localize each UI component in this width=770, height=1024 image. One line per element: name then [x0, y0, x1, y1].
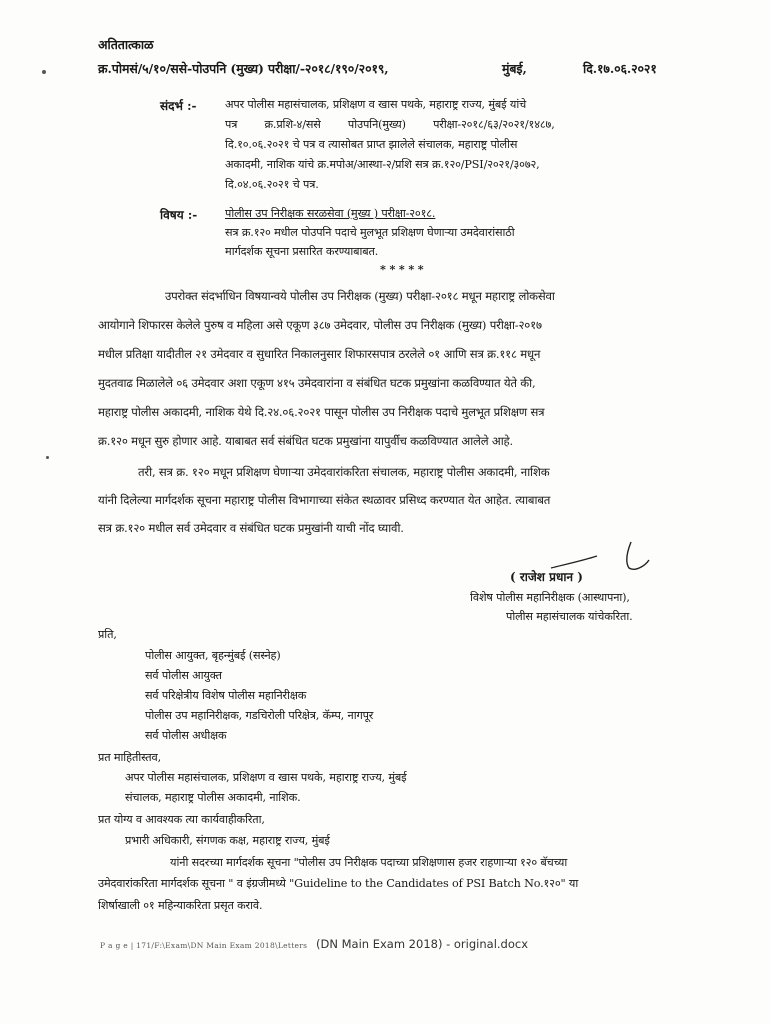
scan-speck — [46, 456, 49, 459]
para1-line: क्र.१२० मधून सुरु होणार आहे. याबाबत सर्व संबंधित घटक प्रमुखांना यापुर्वीच कळविण्यात आलेले आहे. — [98, 434, 513, 448]
sandarbh-line: दि.०४.०६.२०२१ चे पत्र. — [225, 178, 319, 191]
recipient-item: सर्व पोलीस अधीक्षक — [145, 729, 227, 742]
recipient-item: पोलीस आयुक्त, बृहन्मुंबई (सस्नेह) — [145, 649, 281, 662]
subject-line: पोलीस उप निरीक्षक सरळसेवा (मुख्य ) परीक्षा-२०१८. — [225, 207, 436, 220]
info-recipient: संचालक, महाराष्ट्र पोलीस अकादमी, नाशिक. — [125, 791, 301, 804]
place: मुंबई, — [502, 61, 527, 76]
reference-number: क्र.पोमसं/५/१०/ससे-पोउपनि (मुख्य) परीक्षा/-२०१८/१९०/२०१९, — [98, 61, 389, 76]
info-recipient: अपर पोलीस महासंचालक, प्रशिक्षण व खास पथके, महाराष्ट्र राज्य, मुंबई — [125, 771, 407, 784]
para1-line: उपरोक्त संदर्भाधिन विषयान्वये पोलीस उप निरीक्षक (मुख्य) परीक्षा-२०१८ मधून महाराष्ट्र लोकसेवा — [165, 289, 555, 303]
para1-line: महाराष्ट्र पोलीस अकादमी, नाशिक येथे दि.२४.०६.२०२१ पासून पोलीस उप निरीक्षक पदाचे मुलभूत प्रशिक्षण सत्र — [98, 405, 545, 419]
footer-filename: (DN Main Exam 2018) - original.docx — [316, 937, 529, 951]
action-instruction-line: यांनी सदरच्या मार्गदर्शक सूचना "पोलीस उप निरीक्षक पदाच्या प्रशिक्षणास हजर राहणाऱ्या १२० बॅचच्या — [170, 856, 568, 869]
signatory-designation: विशेष पोलीस महानिरीक्षक (आस्थापना), — [470, 591, 630, 604]
action-recipient: प्रभारी अधिकारी, संगणक कक्ष, महाराष्ट्र राज्य, मुंबई — [125, 834, 330, 847]
vishay-label: विषय :- — [160, 208, 198, 222]
sandarbh-line: अपर पोलीस महासंचालक, प्रशिक्षण व खास पथके, महाराष्ट्र राज्य, मुंबई यांचे — [225, 98, 527, 111]
action-instruction-line: शिर्षाखाली ०१ महिन्याकरिता प्रसृत करावे. — [98, 899, 263, 912]
subject-line: मार्गदर्शक सूचना प्रसारित करण्याबाबत. — [225, 245, 379, 258]
recipient-item: सर्व पोलीस आयुक्त — [145, 669, 222, 682]
recipient-item: पोलीस उप महानिरीक्षक, गडचिरोली परिक्षेत्र, कॅम्प, नागपूर — [145, 709, 374, 722]
para2-line: यांनी दिलेल्या मार्गदर्शक सूचना महाराष्ट्र पोलीस विभागाच्या संकेत स्थळावर प्रसिध्द करण्यात येत आहेत. त्याबाबत — [98, 493, 551, 507]
action-copy-label: प्रत योग्य व आवश्यक त्या कार्यवाहीकरिता, — [98, 813, 265, 826]
priority-label: अतितात्काळ — [98, 37, 154, 52]
recipient-item: सर्व परिक्षेत्रीय विशेष पोलीस महानिरीक्षक — [145, 689, 307, 702]
footer-page-path: P a g e | 171/F:\Exam\DN Main Exam 2018\Letters — [100, 941, 308, 950]
subject-line: सत्र क्र.१२० मधील पोउपनि पदाचे मुलभूत प्रशिक्षण घेणाऱ्या उमदेवारांसाठी — [225, 226, 515, 239]
sandarbh-line: दि.१०.०६.२०२१ चे पत्र व त्यासोबत प्राप्त झालेले संचालक, महाराष्ट्र पोलीस — [225, 138, 518, 151]
scan-speck — [42, 70, 46, 74]
separator-stars: * * * * * — [380, 262, 424, 276]
prati-label: प्रति, — [98, 628, 117, 641]
sandarbh-line: पत्र क्र.प्रशि-४/ससे पोउपनि(मुख्य) परीक्षा-२०१८/६३/२०२१/१४८७, — [225, 118, 555, 131]
para1-line: मधील प्रतिक्षा यादीतील २१ उमेदवार व सुधारित निकालनुसार शिफारसपात्र ठरलेले ०१ आणि सत्र क्र.११८ मधून — [98, 347, 541, 361]
sandarbh-line: अकादमी, नाशिक यांचे क्र.मपोअ/आस्था-२/प्रशि सत्र क्र.१२०/PSI/२०२१/३०७२, — [225, 158, 540, 171]
para2-line: सत्र क्र.१२० मधील सर्व उमेदवार व संबंधित घटक प्रमुखांनी याची नोंद घ्यावी. — [98, 521, 404, 535]
sandarbh-label: संदर्भ :- — [160, 99, 197, 113]
signatory-name: ( राजेश प्रधान ) — [510, 570, 583, 584]
info-copy-label: प्रत माहितीस्तव, — [98, 751, 162, 764]
letter-date: दि.१७.०६.२०२१ — [583, 61, 657, 76]
para1-line: आयोगाने शिफारस केलेले पुरुष व महिला असे एकूण ३८७ उमेदवार, पोलीस उप निरीक्षक (मुख्य) परीक्षा-२०१७ — [98, 318, 542, 332]
para2-line: तरी, सत्र क्र. १२० मधून प्रशिक्षण घेणाऱ्या उमेदवारांकरिता संचालक, महाराष्ट्र पोलीस अकादमी, नाशिक — [138, 465, 550, 479]
signatory-on-behalf: पोलीस महासंचालक यांचेकरिता. — [506, 610, 633, 623]
action-instruction-line: उमेदवारांकरिता मार्गदर्शक सूचना " व इंग्रजीमध्ये "Guideline to the Candidates of PSI Batch No.१२०" या — [98, 877, 579, 890]
para1-line: मुदतवाढ मिळालेले ०६ उमेदवार अशा एकूण ४१५ उमेदवारांना व संबंधित घटक प्रमुखांना कळविण्यात येते की, — [98, 376, 536, 390]
